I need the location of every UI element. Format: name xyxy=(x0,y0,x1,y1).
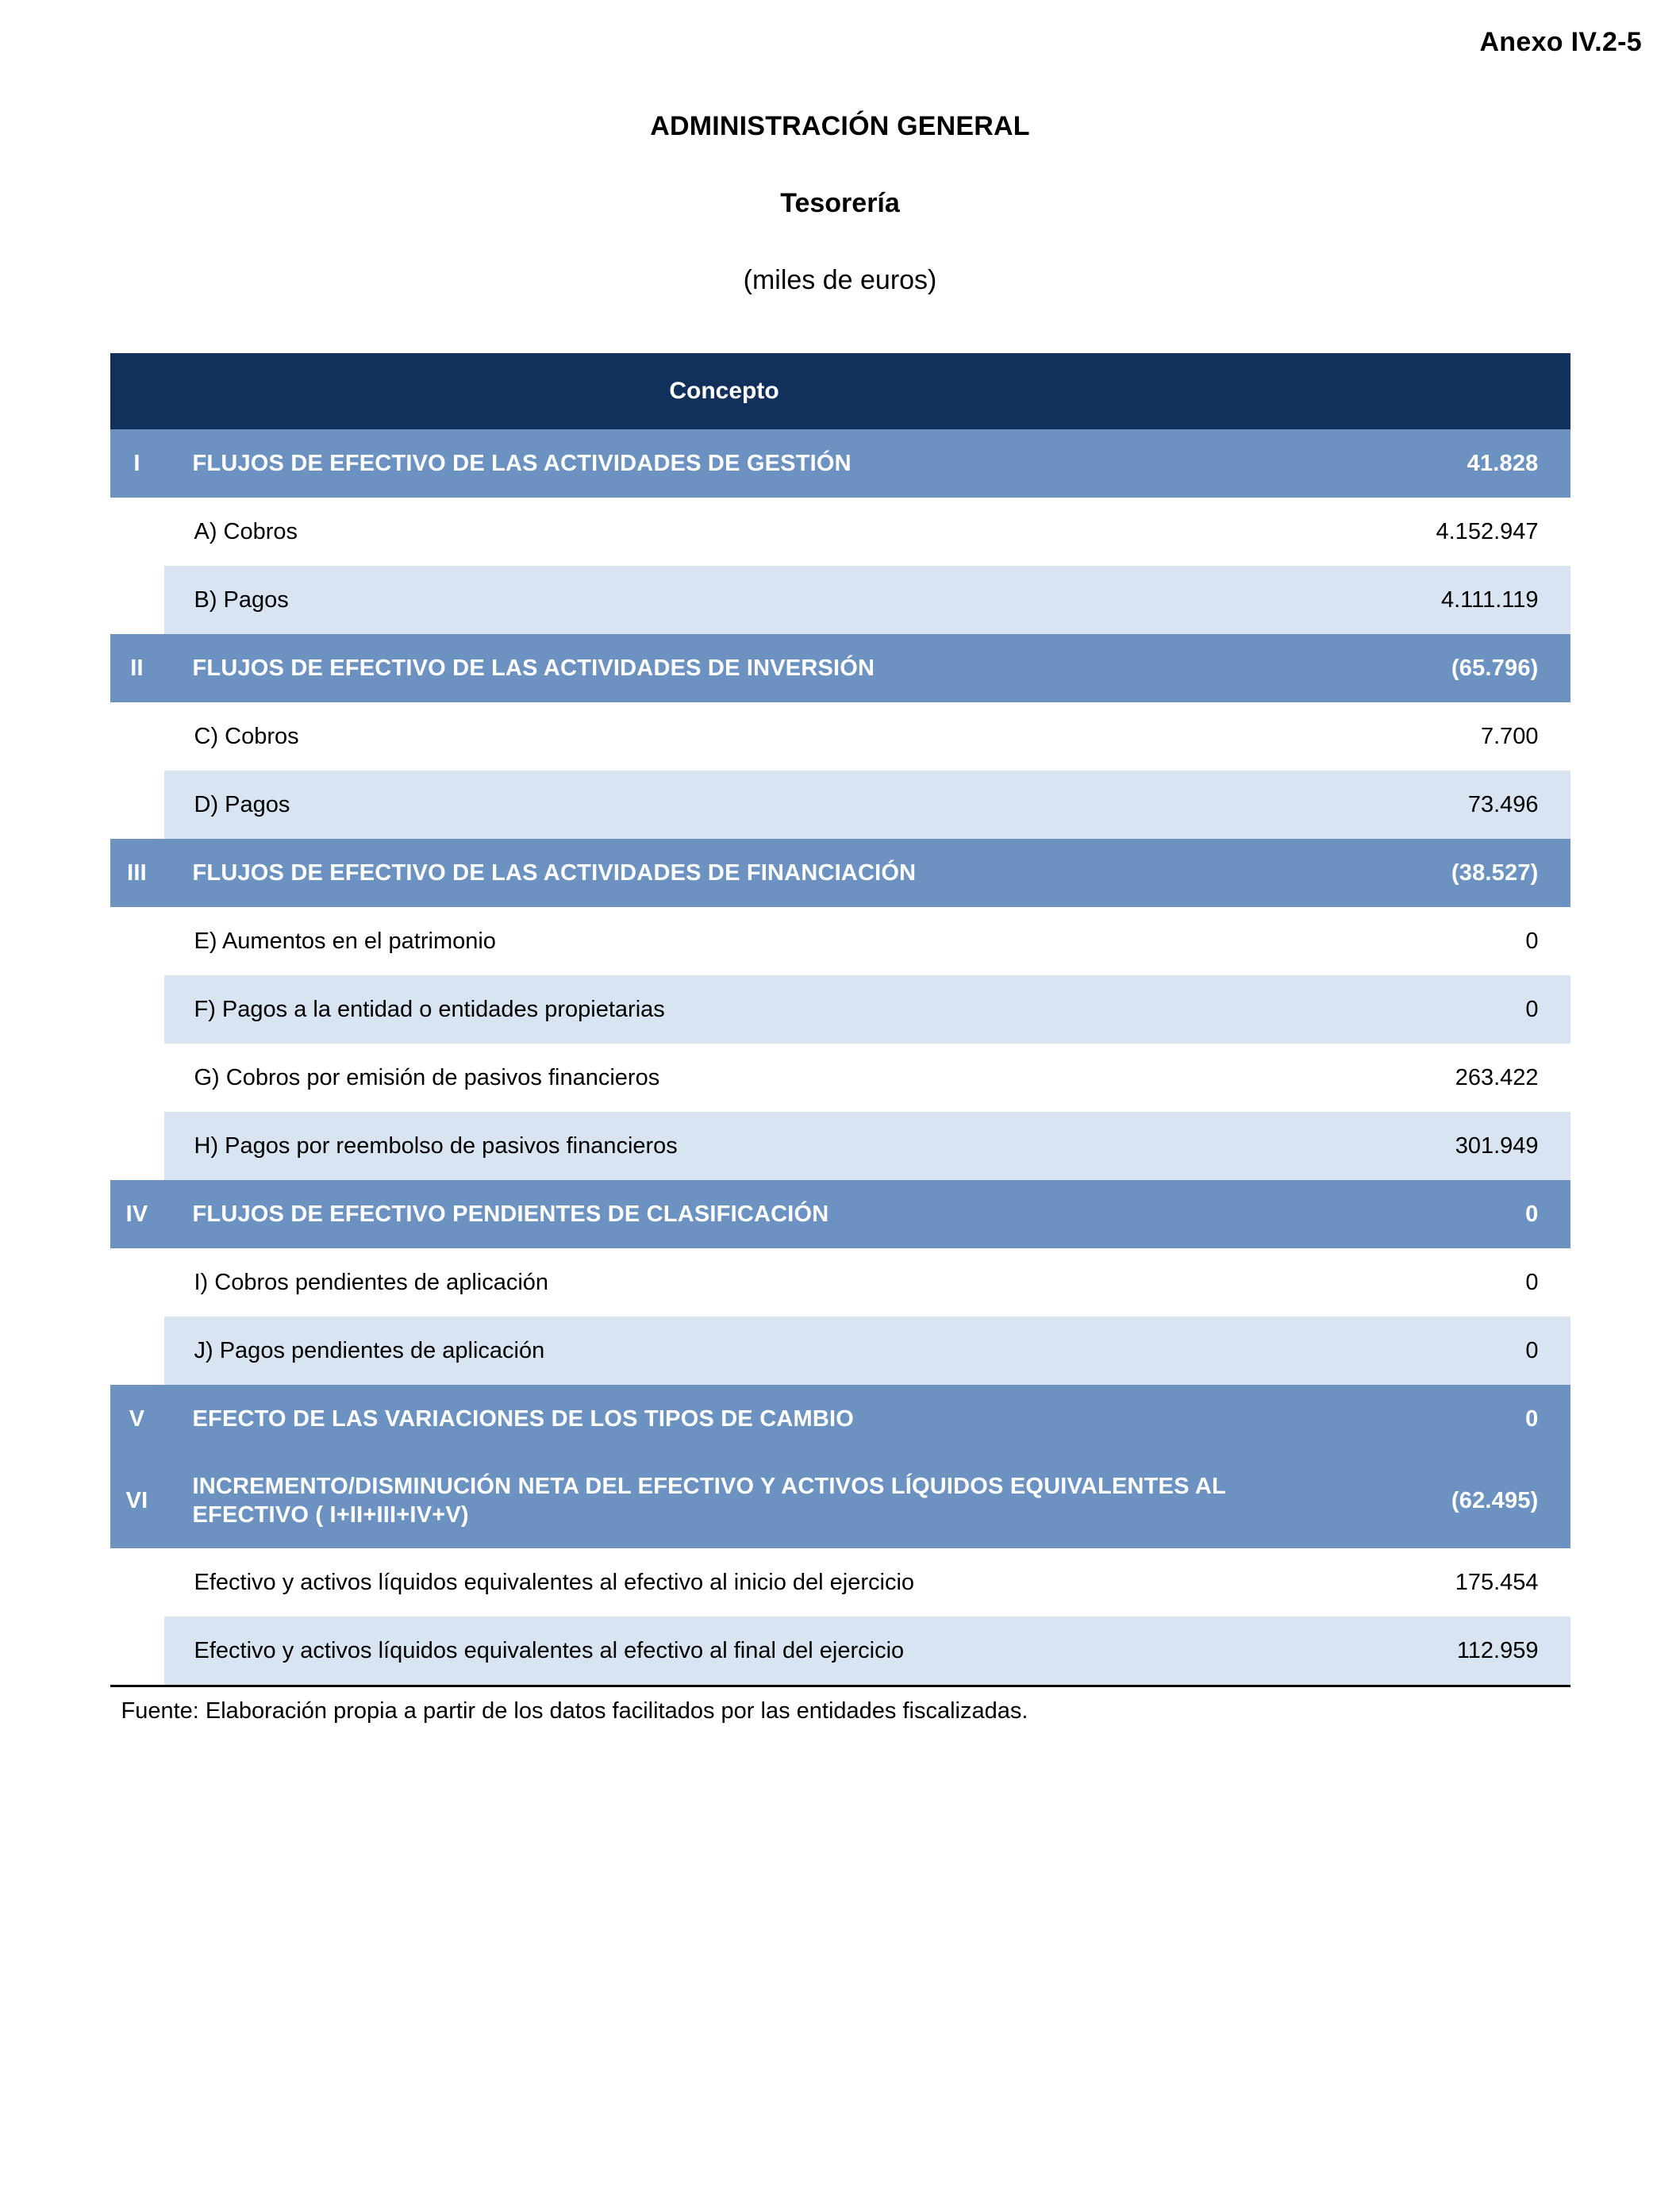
detail-row xyxy=(110,1044,1570,1112)
detail-row xyxy=(110,566,1570,634)
page-subtitle: Tesorería xyxy=(780,188,900,218)
row-roman-numeral xyxy=(110,975,164,1044)
row-value: 0 xyxy=(1339,1385,1570,1453)
row-concept: I) Cobros pendientes de aplicación xyxy=(164,1248,1339,1317)
detail-row xyxy=(110,1248,1570,1317)
row-roman-numeral xyxy=(110,771,164,839)
units-note: (miles de euros) xyxy=(743,265,937,295)
row-concept: G) Cobros por emisión de pasivos financieros xyxy=(164,1044,1339,1112)
table-body xyxy=(110,353,1570,1686)
row-concept: D) Pagos xyxy=(164,771,1339,839)
row-value: (62.495) xyxy=(1339,1453,1570,1548)
row-roman-numeral: VI xyxy=(110,1453,164,1548)
row-concept: FLUJOS DE EFECTIVO DE LAS ACTIVIDADES DE FINANCIACIÓN xyxy=(164,839,1339,907)
row-value: 7.700 xyxy=(1339,702,1570,771)
detail-row xyxy=(110,1548,1570,1617)
row-roman-numeral xyxy=(110,1617,164,1686)
row-value: 73.496 xyxy=(1339,771,1570,839)
section-row xyxy=(110,634,1570,702)
row-concept: E) Aumentos en el patrimonio xyxy=(164,907,1339,975)
row-roman-numeral xyxy=(110,1248,164,1317)
row-concept: A) Cobros xyxy=(164,498,1339,566)
detail-row xyxy=(110,907,1570,975)
section-row xyxy=(110,429,1570,498)
row-concept: F) Pagos a la entidad o entidades propietarias xyxy=(164,975,1339,1044)
row-value: 4.152.947 xyxy=(1339,498,1570,566)
row-value: 0 xyxy=(1339,1317,1570,1385)
source-note: Fuente: Elaboración propia a partir de los datos facilitados por las entidades fiscalizadas. xyxy=(121,1698,1028,1724)
detail-row xyxy=(110,702,1570,771)
row-concept: C) Cobros xyxy=(164,702,1339,771)
row-value: 0 xyxy=(1339,1180,1570,1248)
detail-row xyxy=(110,975,1570,1044)
row-value: 301.949 xyxy=(1339,1112,1570,1180)
detail-row xyxy=(110,498,1570,566)
title-block xyxy=(0,0,1680,296)
cash-flow-table-wrapper xyxy=(110,353,1570,1687)
table-header-row xyxy=(110,353,1570,429)
row-value: 0 xyxy=(1339,907,1570,975)
row-value: 0 xyxy=(1339,1248,1570,1317)
row-concept: FLUJOS DE EFECTIVO DE LAS ACTIVIDADES DE GESTIÓN xyxy=(164,429,1339,498)
detail-row xyxy=(110,1112,1570,1180)
row-concept: Efectivo y activos líquidos equivalentes al efectivo al final del ejercicio xyxy=(164,1617,1339,1686)
row-roman-numeral xyxy=(110,498,164,566)
row-concept: INCREMENTO/DISMINUCIÓN NETA DEL EFECTIVO Y ACTIVOS LÍQUIDOS EQUIVALENTES AL EFECTIVO ( I+II+III+IV+V) xyxy=(164,1453,1339,1548)
row-roman-numeral: IV xyxy=(110,1180,164,1248)
row-concept: H) Pagos por reembolso de pasivos financieros xyxy=(164,1112,1339,1180)
section-row xyxy=(110,1180,1570,1248)
row-value: 175.454 xyxy=(1339,1548,1570,1617)
row-roman-numeral: III xyxy=(110,839,164,907)
row-concept: J) Pagos pendientes de aplicación xyxy=(164,1317,1339,1385)
annex-label: Anexo IV.2-5 xyxy=(1479,27,1642,57)
row-roman-numeral xyxy=(110,702,164,771)
row-roman-numeral xyxy=(110,1317,164,1385)
row-concept: FLUJOS DE EFECTIVO DE LAS ACTIVIDADES DE INVERSIÓN xyxy=(164,634,1339,702)
row-roman-numeral xyxy=(110,1044,164,1112)
row-value: (38.527) xyxy=(1339,839,1570,907)
row-concept: EFECTO DE LAS VARIACIONES DE LOS TIPOS DE CAMBIO xyxy=(164,1385,1339,1453)
section-row xyxy=(110,1453,1570,1548)
header-cell-value xyxy=(1339,353,1570,429)
row-concept: B) Pagos xyxy=(164,566,1339,634)
row-roman-numeral xyxy=(110,566,164,634)
row-concept: Efectivo y activos líquidos equivalentes al efectivo al inicio del ejercicio xyxy=(164,1548,1339,1617)
row-value: 112.959 xyxy=(1339,1617,1570,1686)
row-value: 0 xyxy=(1339,975,1570,1044)
cash-flow-table xyxy=(110,353,1570,1687)
detail-row xyxy=(110,1317,1570,1385)
header-cell-concept: Concepto xyxy=(110,353,1339,429)
row-value: 263.422 xyxy=(1339,1044,1570,1112)
row-roman-numeral xyxy=(110,907,164,975)
page-title: ADMINISTRACIÓN GENERAL xyxy=(650,111,1030,141)
row-roman-numeral: I xyxy=(110,429,164,498)
detail-row xyxy=(110,1617,1570,1686)
row-value: (65.796) xyxy=(1339,634,1570,702)
row-concept: FLUJOS DE EFECTIVO PENDIENTES DE CLASIFICACIÓN xyxy=(164,1180,1339,1248)
row-roman-numeral xyxy=(110,1548,164,1617)
section-row xyxy=(110,1385,1570,1453)
row-roman-numeral xyxy=(110,1112,164,1180)
row-value: 4.111.119 xyxy=(1339,566,1570,634)
row-roman-numeral: II xyxy=(110,634,164,702)
row-roman-numeral: V xyxy=(110,1385,164,1453)
row-value: 41.828 xyxy=(1339,429,1570,498)
detail-row xyxy=(110,771,1570,839)
section-row xyxy=(110,839,1570,907)
